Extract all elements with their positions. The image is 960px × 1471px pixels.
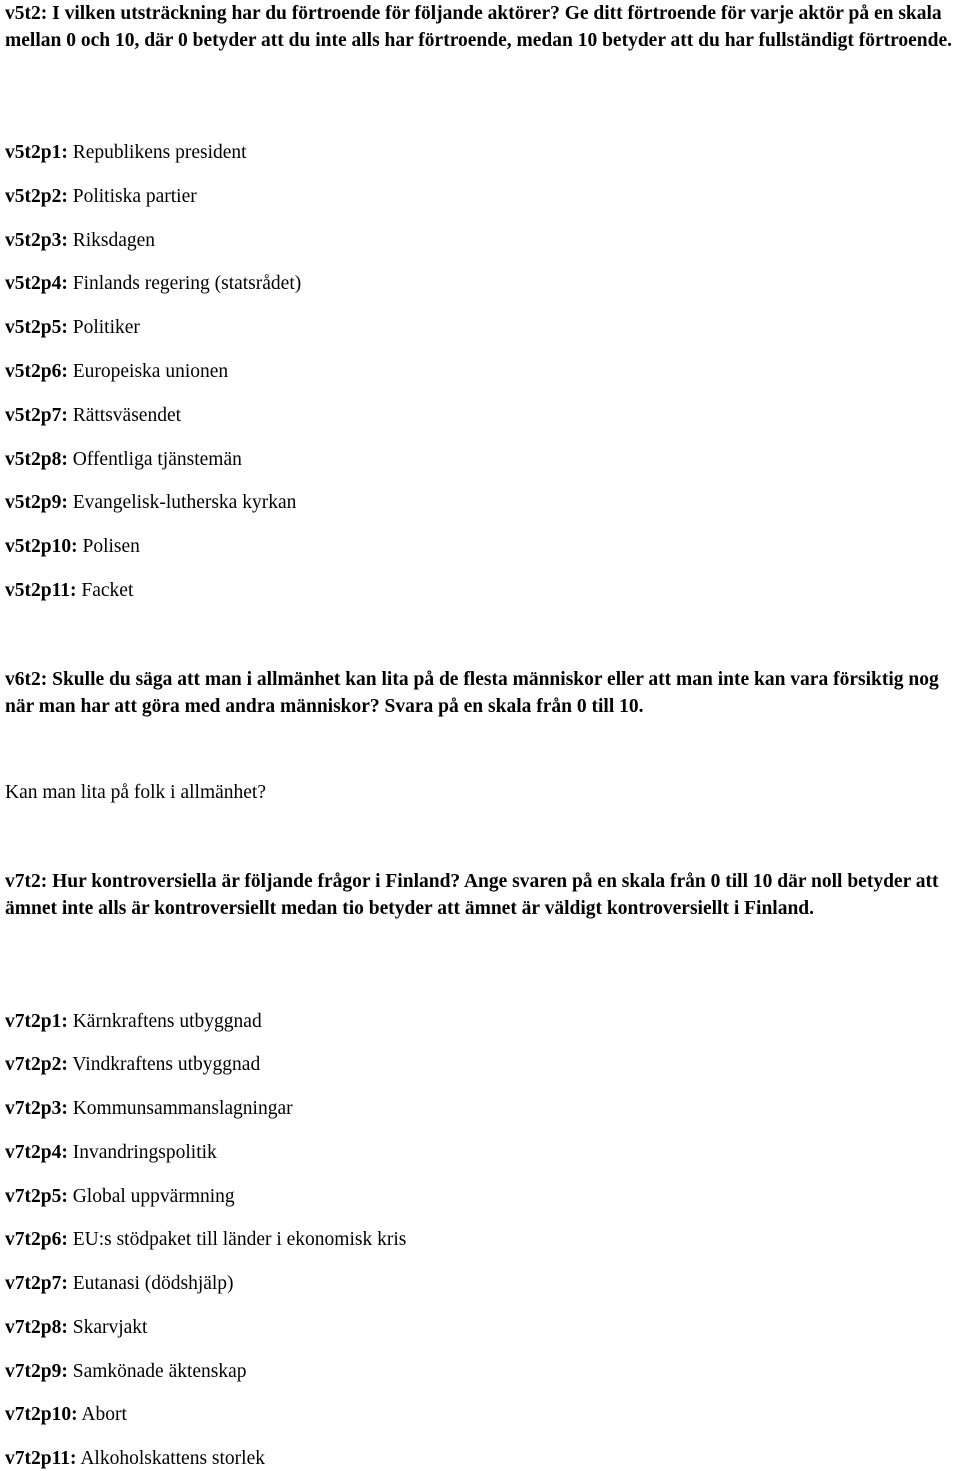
- list-item: [5, 185, 197, 209]
- item-code: v5t2p4:: [5, 273, 68, 294]
- item-label: Abort: [77, 1404, 127, 1425]
- item-label: EU:s stödpaket till länder i ekonomisk kris: [67, 1229, 407, 1250]
- list-item: [5, 491, 296, 515]
- item-code: v7t2p3:: [5, 1098, 68, 1119]
- question-v7t2: v7t2: Hur kontroversiella är följande frågor i Finland? Ange svaren på en skala från 0 till 10 där noll betyder att ämnet inte alls är kontroversiellt medan tio betyder att ämnet är väldigt kontroversiellt i Finland.: [5, 871, 939, 919]
- item-code: v5t2p8:: [5, 449, 68, 470]
- item-label: Vindkraftens utbyggnad: [67, 1054, 261, 1075]
- item-code: v5t2p11:: [5, 580, 77, 601]
- item-label: Kärnkraftens utbyggnad: [67, 1011, 262, 1032]
- list-item: [5, 448, 242, 472]
- item-label: Republikens president: [67, 142, 247, 163]
- question-v5t2: v5t2: I vilken utsträckning har du förtroende för följande aktörer? Ge ditt förtroende för varje aktör på en skala mellan 0 och 10, där 0 betyder att du inte alls har förtroende, medan 10 betyder att du har fullständigt förtroende.: [5, 3, 953, 51]
- item-code: v7t2p6:: [5, 1229, 68, 1250]
- list-item: [5, 1316, 147, 1340]
- list-item: [5, 1447, 265, 1471]
- question-v6t2: v6t2: Skulle du säga att man i allmänhet kan lita på de flesta människor eller att man inte kan vara försiktig nog när man har att göra med andra människor? Svara på en skala från 0 till 10.: [5, 669, 939, 717]
- list-item: [5, 229, 155, 253]
- item-label: Riksdagen: [67, 230, 156, 251]
- item-code: v5t2p10:: [5, 536, 78, 557]
- item-label: Global uppvärmning: [67, 1186, 235, 1207]
- list-item: [5, 272, 301, 296]
- item-code: v7t2p10:: [5, 1404, 78, 1425]
- item-code: v7t2p11:: [5, 1448, 77, 1469]
- item-label: Samkönade äktenskap: [67, 1361, 247, 1382]
- list-item: [5, 1053, 260, 1077]
- list-item: [5, 1403, 127, 1427]
- item-label: Eutanasi (dödshjälp): [67, 1273, 234, 1294]
- item-code: v7t2p1:: [5, 1011, 68, 1032]
- item-code: v5t2p1:: [5, 142, 68, 163]
- list-item: [5, 1141, 217, 1165]
- item-code: v5t2p2:: [5, 186, 68, 207]
- list-item: [5, 316, 140, 340]
- item-code: v7t2p4:: [5, 1142, 68, 1163]
- item-label: Alkoholskattens storlek: [76, 1448, 266, 1469]
- item-label: Evangelisk-lutherska kyrkan: [67, 492, 297, 513]
- item-code: v7t2p2:: [5, 1054, 68, 1075]
- item-label: Polisen: [77, 536, 140, 557]
- item-code: v5t2p9:: [5, 492, 68, 513]
- list-item: [5, 360, 228, 384]
- list-item: [5, 1185, 235, 1209]
- list-item: [5, 1010, 262, 1034]
- item-code: v5t2p7:: [5, 405, 68, 426]
- item-label: Finlands regering (statsrådet): [67, 273, 302, 294]
- item-label: Facket: [76, 580, 134, 601]
- list-item: [5, 1228, 406, 1252]
- item-label: Invandringspolitik: [67, 1142, 217, 1163]
- item-label: Europeiska unionen: [67, 361, 229, 382]
- question-prompt: Kan man lita på folk i allmänhet?: [5, 782, 266, 803]
- item-code: v5t2p3:: [5, 230, 68, 251]
- item-label: Skarvjakt: [67, 1317, 148, 1338]
- item-label: Politiska partier: [67, 186, 197, 207]
- item-code: v7t2p7:: [5, 1273, 68, 1294]
- list-item: [5, 535, 140, 559]
- item-code: v5t2p6:: [5, 361, 68, 382]
- list-item: [5, 1097, 293, 1121]
- item-code: v7t2p8:: [5, 1317, 68, 1338]
- item-code: v5t2p5:: [5, 317, 68, 338]
- item-label: Offentliga tjänstemän: [67, 449, 242, 470]
- list-item: [5, 1360, 247, 1384]
- list-item: [5, 1272, 234, 1296]
- item-label: Kommunsammanslagningar: [67, 1098, 293, 1119]
- item-label: Politiker: [67, 317, 140, 338]
- item-label: Rättsväsendet: [67, 405, 182, 426]
- list-item: [5, 404, 181, 428]
- list-item: [5, 579, 133, 603]
- item-code: v7t2p9:: [5, 1361, 68, 1382]
- list-item: [5, 141, 247, 165]
- item-code: v7t2p5:: [5, 1186, 68, 1207]
